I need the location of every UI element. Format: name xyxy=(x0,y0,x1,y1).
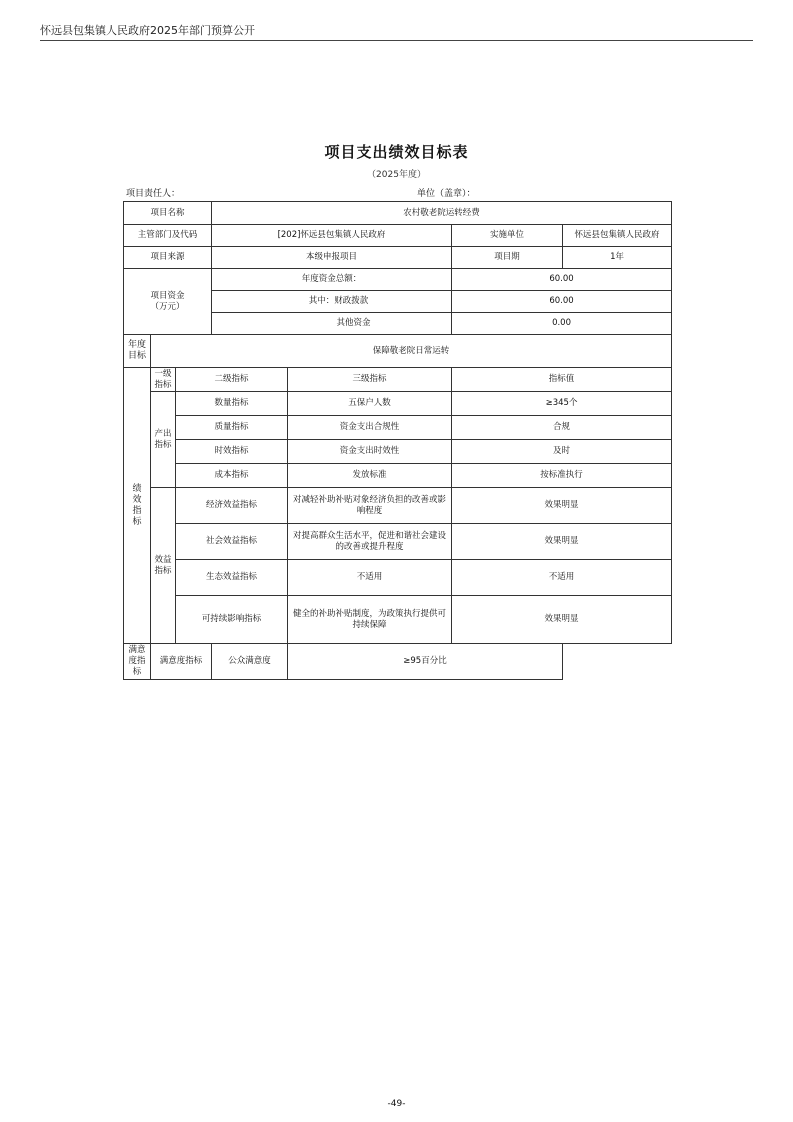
value-cell: 效果明显 xyxy=(452,488,672,524)
value-cell: 按标准执行 xyxy=(452,464,672,488)
source-label: 项目来源 xyxy=(124,247,212,269)
level2-cell: 时效指标 xyxy=(176,440,288,464)
dept-label: 主管部门及代码 xyxy=(124,225,212,247)
value-cell: 不适用 xyxy=(452,560,672,596)
performance-indicators-label: 绩 效 指 标 xyxy=(124,368,151,644)
funds-total-label: 年度资金总额： xyxy=(212,269,452,291)
level2-cell: 社会效益指标 xyxy=(176,524,288,560)
level2-cell: 质量指标 xyxy=(176,416,288,440)
page-subtitle: （2025年度） xyxy=(367,170,426,180)
unit-stamp-label: 单位（盖章）： xyxy=(417,189,476,199)
funds-fiscal-label: 其中：财政拨款 xyxy=(212,291,452,313)
level3-cell: 健全的补助补贴制度，为政策执行提供可持续保障 xyxy=(288,596,452,644)
row-indicator-header xyxy=(124,368,672,392)
funds-label: 项目资金 （万元） xyxy=(124,269,212,335)
value-cell: ≥95百分比 xyxy=(288,644,563,680)
level3-cell: 公众满意度 xyxy=(212,644,288,680)
table-row xyxy=(124,464,672,488)
level2-header: 二级指标 xyxy=(176,368,288,392)
row-project-name xyxy=(124,202,672,225)
value-cell: 及时 xyxy=(452,440,672,464)
impl-unit-label: 实施单位 xyxy=(452,225,563,247)
level3-cell: 发放标准 xyxy=(288,464,452,488)
table-row xyxy=(124,644,672,680)
level3-cell: 对提高群众生活水平，促进和谐社会建设的改善或提升程度 xyxy=(288,524,452,560)
benefit-indicators-label: 效益 指标 xyxy=(151,488,176,644)
output-indicators-label: 产出 指标 xyxy=(151,392,176,488)
row-funds-total xyxy=(124,269,672,291)
performance-table xyxy=(123,201,672,680)
project-name-label: 项目名称 xyxy=(124,202,212,225)
header-rule xyxy=(40,40,753,41)
table-row xyxy=(124,596,672,620)
funds-fiscal-value: 60.00 xyxy=(452,291,672,313)
table-row xyxy=(124,392,672,416)
page-number: -49- xyxy=(387,1099,406,1109)
level2-cell: 生态效益指标 xyxy=(176,560,288,596)
table-row xyxy=(124,524,672,542)
level2-cell: 成本指标 xyxy=(176,464,288,488)
level3-cell: 对减轻补助补贴对象经济负担的改善或影响程度 xyxy=(288,488,452,524)
period-value: 1年 xyxy=(563,247,672,269)
source-value: 本级申报项目 xyxy=(212,247,452,269)
level3-cell: 不适用 xyxy=(288,560,452,596)
annual-goal-label: 年度 目标 xyxy=(124,335,151,368)
table-row xyxy=(124,416,672,440)
dept-value: [202]怀远县包集镇人民政府 xyxy=(212,225,452,247)
satisfaction-indicators-label: 满意 度指 标 xyxy=(124,644,151,680)
table-row xyxy=(124,560,672,578)
value-cell: ≥345个 xyxy=(452,392,672,416)
value-cell: 效果明显 xyxy=(452,596,672,644)
page-header: 怀远县包集镇人民政府2025年部门预算公开 xyxy=(40,24,255,37)
level1-header: 一级 指标 xyxy=(151,368,176,392)
level2-cell: 数量指标 xyxy=(176,392,288,416)
level2-cell: 满意度指标 xyxy=(151,644,212,680)
row-dept xyxy=(124,225,672,247)
level3-header: 三级指标 xyxy=(288,368,452,392)
value-cell: 合规 xyxy=(452,416,672,440)
row-annual-goal xyxy=(124,335,672,368)
page-title: 项目支出绩效目标表 xyxy=(324,143,469,161)
level2-cell: 经济效益指标 xyxy=(176,488,288,524)
value-header: 指标值 xyxy=(452,368,672,392)
impl-unit-value: 怀远县包集镇人民政府 xyxy=(563,225,672,247)
funds-other-value: 0.00 xyxy=(452,313,672,335)
period-label: 项目期 xyxy=(452,247,563,269)
annual-goal-value: 保障敬老院日常运转 xyxy=(151,335,672,368)
level3-cell: 资金支出时效性 xyxy=(288,440,452,464)
funds-other-label: 其他资金 xyxy=(212,313,452,335)
responsible-label: 项目责任人： xyxy=(126,189,181,199)
funds-total-value: 60.00 xyxy=(452,269,672,291)
table-row xyxy=(124,488,672,506)
value-cell: 效果明显 xyxy=(452,524,672,560)
table-row xyxy=(124,440,672,464)
level2-cell: 可持续影响指标 xyxy=(176,596,288,644)
project-name-value: 农村敬老院运转经费 xyxy=(212,202,672,225)
level3-cell: 资金支出合规性 xyxy=(288,416,452,440)
row-source xyxy=(124,247,672,269)
level3-cell: 五保户人数 xyxy=(288,392,452,416)
